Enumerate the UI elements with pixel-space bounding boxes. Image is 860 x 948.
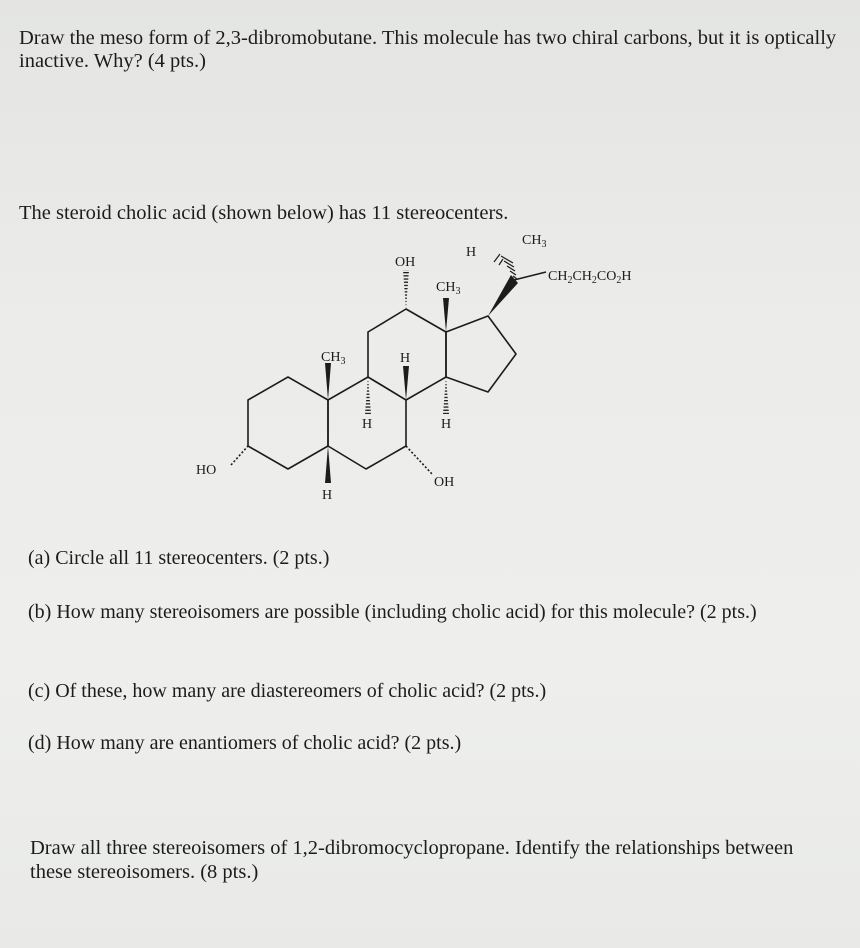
label-h-b2: H [441,417,452,432]
label-h-b1: H [362,417,373,432]
wedge-h-c5 [325,446,331,483]
hash-oh-c12 [403,270,409,309]
question-dibromocyclopropane: Draw all three stereoisomers of 1,2-dibromocyclopropane. Identify the relationships between these stereoisomers. (8 pts.) [30,837,794,883]
part-d: (d) How many are enantiomers of cholic acid? (2 pts.) [28,732,462,754]
label-h-side: H [466,245,477,260]
label-ch3-ab: $CH_3$ [321,350,346,367]
label-oh-top: OH [395,255,416,270]
ring-d [446,316,516,392]
label-oh-bottom: OH [434,475,455,490]
question-cholic-acid-intro: The steroid cholic acid (shown below) has 11 stereocenters. [19,202,509,224]
label-h-top: H [400,351,411,366]
part-c: (c) Of these, how many are diastereomers of cholic acid? (2 pts.) [28,680,547,702]
part-a: (a) Circle all 11 stereocenters. (2 pts.) [28,547,330,569]
wedge-c17-c20 [488,275,518,316]
ring-a [248,377,328,469]
label-side-chain: $CH_2CH_2CO_2H$ [548,269,632,286]
hash-h-c9 [365,377,371,414]
wedge-ch3-cd [443,298,449,332]
wedge-ch3-ab [325,363,331,400]
label-ch3-top: $CH_3$ [522,233,547,250]
hash-h-c14 [443,377,449,414]
label-ch3-d: $CH_3$ [436,280,461,297]
label-ho-left: HO [196,463,217,478]
part-b: (b) How many stereoisomers are possible (including cholic acid) for this molecule? (2 pts.) [28,601,757,623]
question-meso-dibromobutane: Draw the meso form of 2,3-dibromobutane. This molecule has two chiral carbons, but it is optically inactive. Why? (4 pts.) [19,27,837,72]
wedge-h-c8 [403,366,409,400]
label-h-bottom: H [322,488,333,503]
